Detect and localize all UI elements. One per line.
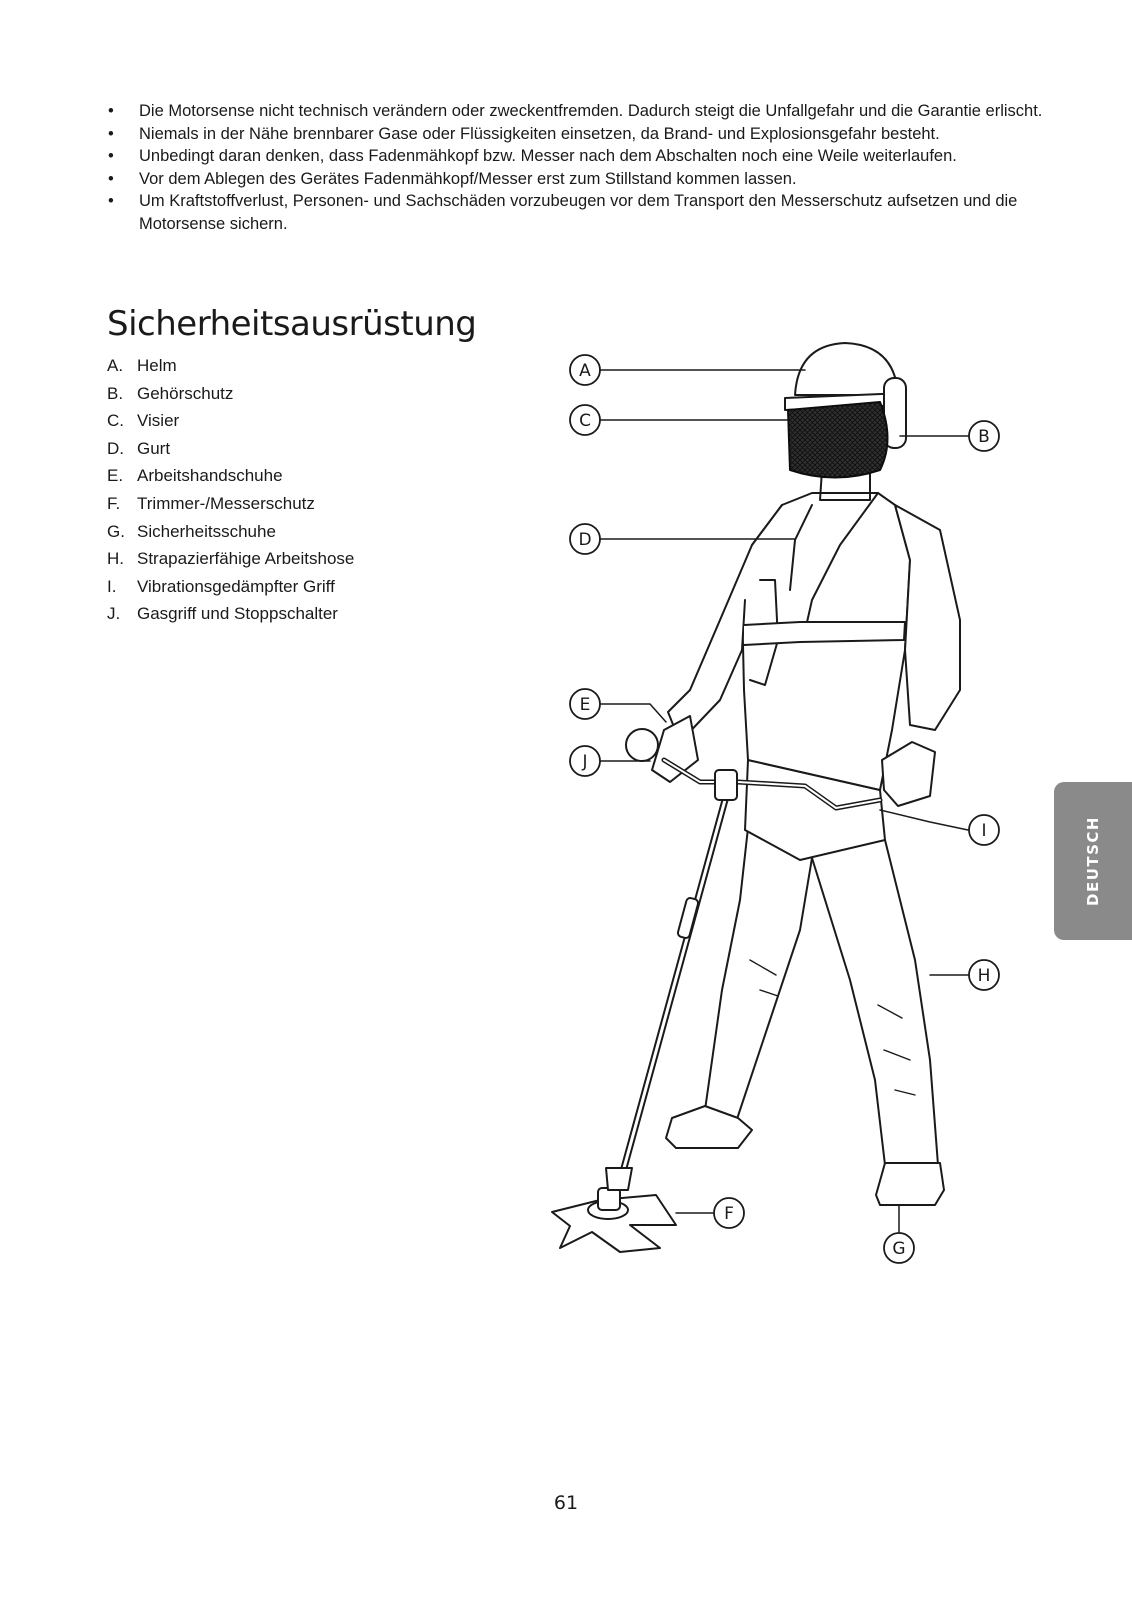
item-label: Arbeitshandschuhe — [137, 466, 283, 486]
page-number: 61 — [553, 1492, 579, 1514]
list-item — [108, 100, 1048, 123]
list-item — [108, 168, 1048, 191]
list-item — [107, 407, 354, 435]
bullet-symbol: • — [108, 124, 114, 143]
item-label: Gehörschutz — [137, 383, 234, 403]
item-label: Gasgriff und Stoppschalter — [137, 604, 338, 624]
item-letter: H. — [107, 549, 124, 569]
item-label: Strapazierfähige Arbeitshose — [137, 549, 355, 569]
list-item — [107, 600, 354, 628]
item-label: Gurt — [137, 438, 171, 458]
language-tab-label: DEUTSCH — [1084, 816, 1102, 906]
callout-j: J — [582, 752, 588, 772]
callout-h: H — [977, 966, 991, 986]
item-letter: F. — [107, 493, 121, 513]
item-letter: I. — [107, 576, 117, 596]
safety-equipment-illustration — [540, 330, 1020, 1290]
item-letter: E. — [107, 466, 124, 486]
callout-f: F — [724, 1204, 734, 1224]
bullet-text: Unbedingt daran denken, dass Fadenmähkopf bzw. Messer nach dem Abschalten noch eine Weile weiterlaufen. — [139, 147, 957, 165]
equipment-list — [107, 352, 354, 628]
bullet-symbol: • — [108, 169, 114, 188]
item-label: Vibrationsgedämpfter Griff — [137, 576, 335, 596]
list-item — [107, 490, 354, 518]
list-item — [107, 435, 354, 463]
bullet-text: Niemals in der Nähe brennbarer Gase oder Flüssigkeiten einsetzen, da Brand- und Explosionsgefahr besteht. — [139, 124, 940, 143]
list-item — [107, 380, 354, 408]
item-letter: D. — [107, 438, 124, 458]
bullet-text: Die Motorsense nicht technisch verändern oder zweckentfremden. Dadurch steigt die Unfallgefahr und die Garantie erlischt. — [139, 102, 1043, 120]
item-letter: C. — [107, 411, 124, 431]
language-tab — [1054, 782, 1132, 940]
bullet-list — [108, 100, 1048, 235]
list-item — [107, 462, 354, 490]
bullet-symbol: • — [108, 192, 114, 210]
item-letter: J. — [107, 604, 121, 624]
bullet-symbol: • — [108, 147, 114, 165]
callout-e: E — [579, 695, 591, 715]
callout-b: B — [978, 427, 990, 447]
section-title: Sicherheitsausrüstung — [107, 304, 477, 344]
worker-figure — [652, 343, 960, 1205]
list-item — [108, 145, 1048, 168]
bullet-text: Vor dem Ablegen des Gerätes Fadenmähkopf/Messer erst zum Stillstand kommen lassen. — [139, 169, 797, 188]
item-letter: A. — [107, 356, 124, 375]
callout-g: G — [892, 1239, 906, 1259]
item-letter: G. — [107, 521, 125, 541]
callout-c: C — [579, 411, 591, 431]
list-item — [107, 545, 354, 573]
list-item — [108, 190, 1048, 235]
bullet-symbol: • — [108, 102, 114, 120]
callout-d: D — [578, 530, 592, 550]
callout-i: I — [981, 821, 987, 841]
bullet-text: Um Kraftstoffverlust, Personen- und Sachschäden vorzubeugen vor dem Transport den Messerschutz aufsetzen und die Motorsense sichern. — [139, 192, 1018, 233]
list-item — [107, 352, 354, 380]
list-item — [107, 573, 354, 601]
list-item — [107, 518, 354, 546]
item-label: Sicherheitsschuhe — [137, 521, 276, 541]
item-label: Visier — [137, 411, 180, 431]
list-item — [108, 123, 1048, 146]
item-letter: B. — [107, 383, 124, 403]
item-label: Helm — [137, 356, 177, 375]
callout-a: A — [579, 361, 591, 381]
item-label: Trimmer-/Messerschutz — [137, 493, 315, 513]
